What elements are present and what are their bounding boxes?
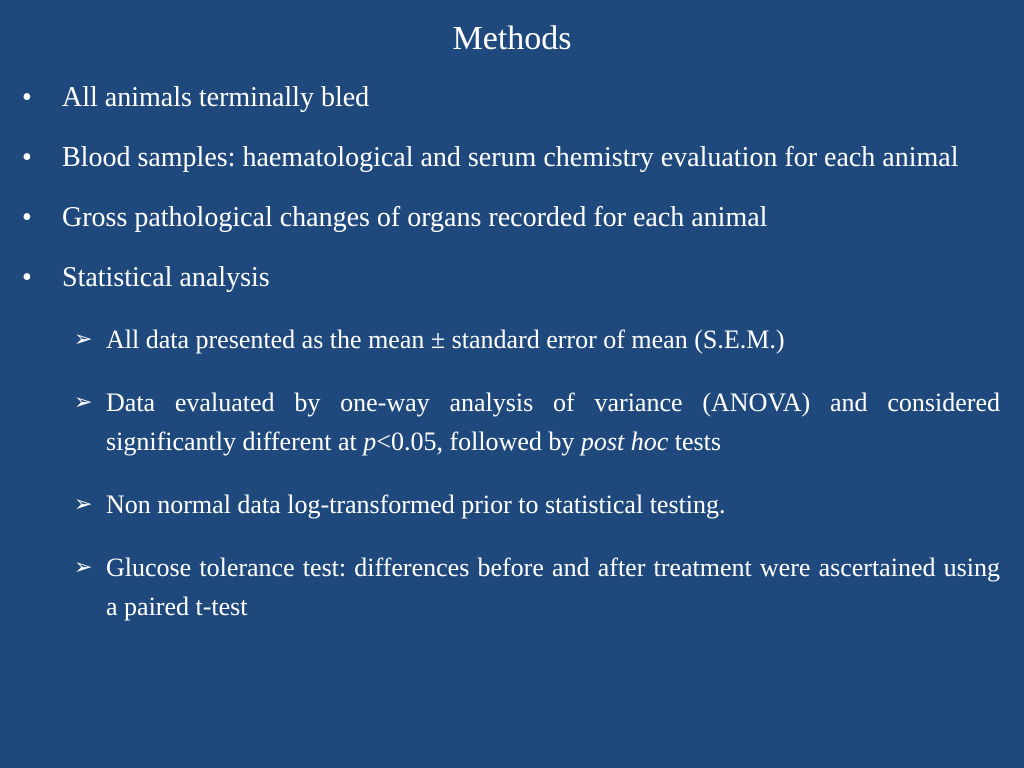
post-hoc-term: post hoc [580,427,669,456]
bullet-dot-icon: • [22,202,32,233]
arrow-bullet-icon: ➢ [74,492,93,517]
sub-bullet-text-part: tests [668,427,721,456]
sub-bullet-item [0,485,1024,524]
sub-bullet-text: Glucose tolerance test: differences before and after treatment were ascertained using a paired t-test [106,553,1000,621]
sub-bullet-text: All data presented as the mean ± standard error of mean (S.E.M.) [106,325,785,354]
arrow-bullet-icon: ➢ [74,555,93,580]
sub-bullet-text-part: <0.05, followed by [376,427,581,456]
bullet-text: Blood samples: haematological and serum chemistry evaluation for each animal [62,142,959,173]
bullet-item [0,138,1024,178]
arrow-bullet-icon: ➢ [74,390,93,415]
bullet-text: Gross pathological changes of organs recorded for each animal [62,202,768,233]
bullet-dot-icon: • [22,142,32,173]
bullet-item [0,78,1024,118]
bullet-list [0,78,1024,650]
sub-bullet-item [0,320,1024,359]
sub-bullet-item [0,548,1024,626]
p-value-symbol: p [363,427,377,456]
bullet-text: Statistical analysis [62,262,270,293]
sub-bullet-text-part: Data evaluated by one-way analysis of variance (ANOVA) and considered significantly different at [106,388,1000,456]
bullet-dot-icon: • [22,82,32,113]
bullet-text: All animals terminally bled [62,82,370,113]
bullet-item [0,258,1024,298]
bullet-item [0,198,1024,238]
slide-title: Methods [452,20,572,57]
bullet-dot-icon: • [22,262,32,293]
sub-bullet-text: Non normal data log-transformed prior to statistical testing. [106,490,726,519]
sub-bullet-item [0,383,1024,461]
arrow-bullet-icon: ➢ [74,327,93,352]
